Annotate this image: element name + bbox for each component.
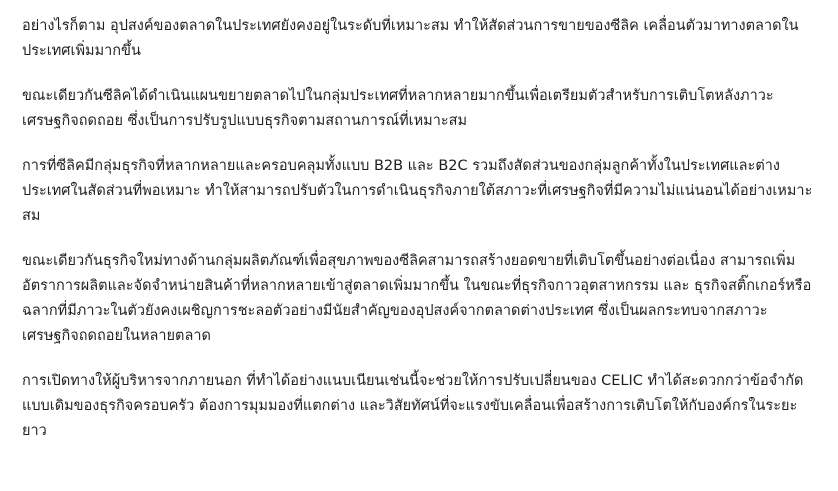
paragraph-2: ขณะเดียวกันซีลิคได้ดำเนินแผนขยายตลาดไปในกลุ่มประเทศที่หลากหลายมากขึ้นเพื่อเตรียมตัวสำหรับการเติบโตหลังภาวะเศรษฐกิจถดถอย ซึ่งเป็นการปรับรูปแบบธุรกิจตามสถานการณ์ที่เหมาะสม	[22, 88, 774, 129]
paragraph-5: การเปิดทางให้ผู้บริหารจากภายนอก ที่ทำได้อย่างแนบเนียนเช่นนี้จะช่วยให้การปรับเปลี่ยนของ CELIC ทำได้สะดวกกว่าข้อจำกัดแบบเดิมของธุรกิจครอบครัว ต้องการมุมมองที่แตกต่าง และวิสัยทัศน์ที่จะแรงขับเคลื่อนเพื่อสร้างการเติบโตให้กับองค์กรในระยะยาว	[22, 373, 804, 439]
paragraph-4: ขณะเดียวกันธุรกิจใหม่ทางด้านกลุ่มผลิตภัณฑ์เพื่อสุขภาพของซีลิคสามารถสร้างยอดขายที่เติบโตขึ้นอย่างต่อเนื่อง สามารถเพิ่มอัตราการผลิตและจัดจำหน่ายสินค้าที่หลากหลายเข้าสู่ตลาดเพิ่มมากขึ้น ในขณะที่ธุรกิจกาวอุตสาหกรรม และ ธุรกิจสติ๊กเกอร์หรือฉลากที่มีภาวะในตัวยังคงเผชิญการชะลอตัวอย่างมีนัยสำคัญของอุปสงค์จากตลาดต่างประเทศ ซึ่งเป็นผลกระทบจากสภาวะเศรษฐกิจถดถอยในหลายตลาด	[22, 253, 812, 344]
paragraph-1: อย่างไรก็ตาม อุปสงค์ของตลาดในประเทศยังคงอยู่ในระดับที่เหมาะสม ทำให้สัดส่วนการขายของซีลิค เคลื่อนตัวมาทางตลาดในประเทศเพิ่มมากขึ้น	[22, 18, 799, 59]
paragraph-3: การที่ซีลิคมีกลุ่มธุรกิจที่หลากหลายและครอบคลุมทั้งแบบ B2B และ B2C รวมถึงสัดส่วนของกลุ่มลูกค้าทั้งในประเทศและต่างประเทศในสัดส่วนที่พอเหมาะ ทำให้สามารถปรับตัวในการดำเนินธุรกิจภายใต้สภาวะที่เศรษฐกิจที่มีความไม่แน่นอนได้อย่างเหมาะสม	[22, 158, 813, 224]
